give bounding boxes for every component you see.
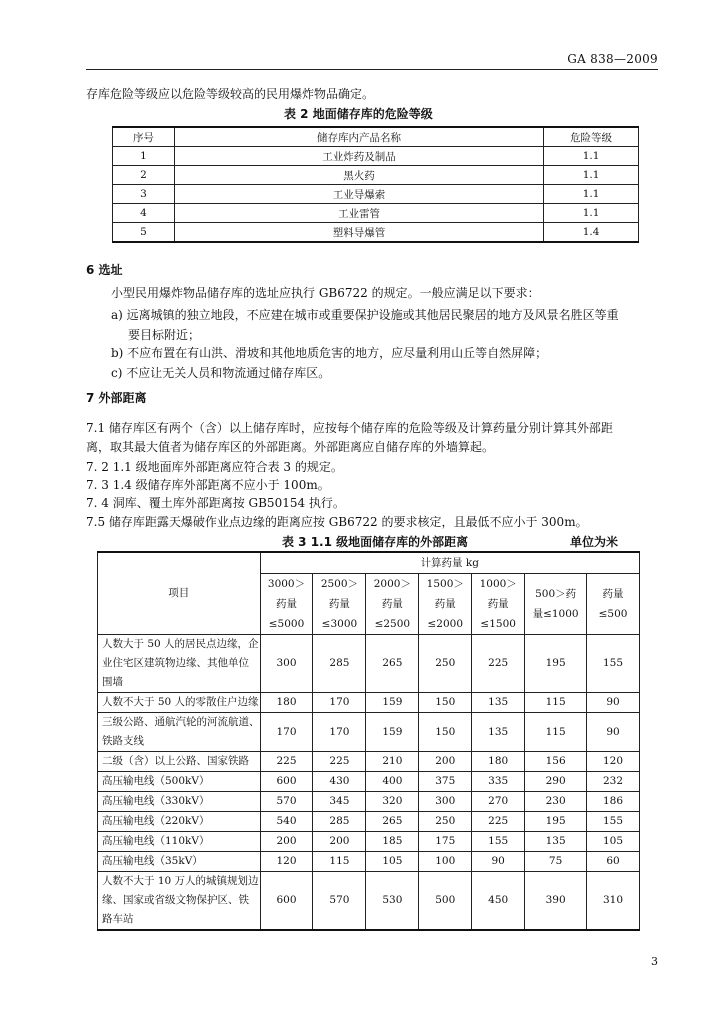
table3-value-cell: 265 (366, 635, 419, 693)
table3-value-cell: 120 (587, 752, 640, 772)
table3-value-cell: 159 (366, 693, 419, 713)
section7-line: 离，取其最大值者为储存库区的外部距离。外部距离应自储存库的外墙算起。 (86, 440, 495, 454)
table2-caption: 表 2 地面储存库的危险等级 (284, 107, 433, 121)
table3-item-cell: 人数大于 50 人的居民点边缘，企 业住宅区建筑物边缘、其他单位 围墙 (98, 635, 261, 693)
table3-value-cell: 90 (587, 713, 640, 752)
table3-value-cell: 135 (472, 693, 525, 713)
table3-item-cell: 二级（含）以上公路、国家铁路 (98, 752, 261, 772)
table2-cell: 工业炸药及制品 (174, 147, 543, 166)
table3-value-cell: 310 (587, 872, 640, 931)
table3-value-cell: 450 (472, 872, 525, 931)
table3-unit: 单位为米 (570, 535, 619, 549)
table3-value-cell: 150 (419, 693, 472, 713)
table3-item-header: 项目 (98, 552, 261, 635)
table3-value-cell: 225 (472, 812, 525, 832)
table3-item-cell: 高压输电线（110kV） (98, 832, 261, 852)
table3-value-cell: 159 (366, 713, 419, 752)
table2-cell: 1.1 (544, 185, 639, 204)
table3-value-cell: 105 (366, 852, 419, 872)
table2-cell: 1.1 (544, 204, 639, 223)
table3-row (98, 635, 640, 693)
section6-line: 要目标附近； (128, 328, 201, 342)
table3-subheader-cell: 2000＞ 药量 ≤2500 (366, 574, 419, 635)
table3-value-cell: 170 (313, 713, 366, 752)
table3-value-cell: 90 (587, 693, 640, 713)
table2-cell: 工业雷管 (174, 204, 543, 223)
table3-value-cell: 285 (313, 812, 366, 832)
table3-value-cell: 265 (366, 812, 419, 832)
table2-cell: 4 (113, 204, 175, 223)
table3-value-cell: 500 (419, 872, 472, 931)
table3-subheader-cell: 药量 ≤500 (587, 574, 640, 635)
table3-value-cell: 300 (260, 635, 313, 693)
section7-line: 7.5 储存库距露天爆破作业点边缘的距离应按 GB6722 的要求核定，且最低不应小于 300m。 (86, 515, 588, 529)
table3-value-cell: 335 (472, 772, 525, 792)
table3-value-cell: 135 (525, 832, 587, 852)
table3-value-cell: 232 (587, 772, 640, 792)
table3-subheader-cell: 1500＞ 药量 ≤2000 (419, 574, 472, 635)
section6-line: a) 远离城镇的独立地段，不应建在城市或重要保护设施或其他居民聚居的地方及风景名胜区等重 (111, 308, 619, 322)
table3-value-cell: 200 (313, 832, 366, 852)
table3-value-cell: 185 (366, 832, 419, 852)
table2-cell: 2 (113, 166, 175, 185)
table2-cell: 1.4 (544, 223, 639, 243)
table3-value-cell: 156 (525, 752, 587, 772)
table3-caption: 表 3 1.1 级地面储存库的外部距离 (282, 535, 469, 549)
table3-value-cell: 225 (260, 752, 313, 772)
table3-value-cell: 400 (366, 772, 419, 792)
table3-value-cell: 200 (260, 832, 313, 852)
section6-heading: 6 选址 (86, 263, 123, 277)
table3-item-cell: 高压输电线（500kV） (98, 772, 261, 792)
table2-cell: 黑火药 (174, 166, 543, 185)
section7-line: 7.1 储存库区有两个（含）以上储存库时，应按每个储存库的危险等级及计算药量分别计算其外部距 (86, 421, 613, 435)
table3-value-cell: 270 (472, 792, 525, 812)
table3-value-cell: 540 (260, 812, 313, 832)
table2-header-cell: 序号 (113, 127, 175, 147)
table3-row (98, 852, 640, 872)
table2-cell: 1.1 (544, 147, 639, 166)
table3-row (98, 792, 640, 812)
section6-line: c) 不应让无关人员和物流通过储存库区。 (111, 366, 331, 380)
table3-value-cell: 290 (525, 772, 587, 792)
table3-value-cell: 175 (419, 832, 472, 852)
table2-header-cell: 危险等级 (544, 127, 639, 147)
table3-value-cell: 115 (313, 852, 366, 872)
table3-value-cell: 345 (313, 792, 366, 812)
table3-group-header: 计算药量 kg (260, 552, 639, 574)
section7-line: 7. 4 洞库、覆土库外部距离按 GB50154 执行。 (86, 496, 345, 510)
table3-value-cell: 100 (419, 852, 472, 872)
table3-row (98, 713, 640, 752)
table3-subheader-cell: 500＞药 量≤1000 (525, 574, 587, 635)
table3-value-cell: 210 (366, 752, 419, 772)
table3-item-cell: 人数不大于 50 人的零散住户边缘 (98, 693, 261, 713)
table3-value-cell: 570 (313, 872, 366, 931)
table3-value-cell: 600 (260, 772, 313, 792)
standard-code: GA 838—2009 (567, 52, 658, 66)
table2-row (113, 204, 639, 223)
table2-header-row (113, 127, 639, 147)
table3-value-cell: 195 (525, 635, 587, 693)
table3-row (98, 772, 640, 792)
table3-value-cell: 180 (472, 752, 525, 772)
table2-cell: 1 (113, 147, 175, 166)
table3-value-cell: 155 (587, 812, 640, 832)
table3-value-cell: 120 (260, 852, 313, 872)
table3-item-cell: 三级公路、通航汽轮的河流航道、 铁路支线 (98, 713, 261, 752)
table3-item-cell: 高压输电线（330kV） (98, 792, 261, 812)
table2-row (113, 147, 639, 166)
table3-value-cell: 320 (366, 792, 419, 812)
header-rule (86, 69, 658, 70)
table3-row (98, 832, 640, 852)
table3-value-cell: 150 (419, 713, 472, 752)
table3-value-cell: 225 (313, 752, 366, 772)
table2-row (113, 166, 639, 185)
table3-value-cell: 90 (472, 852, 525, 872)
table2-cell: 5 (113, 223, 175, 243)
table3-value-cell: 135 (472, 713, 525, 752)
table2-cell: 工业导爆索 (174, 185, 543, 204)
table3-value-cell: 200 (419, 752, 472, 772)
intro-line: 存库危险等级应以危险等级较高的民用爆炸物品确定。 (86, 87, 375, 101)
table3-value-cell: 390 (525, 872, 587, 931)
table3 (97, 551, 640, 931)
table3-value-cell: 115 (525, 693, 587, 713)
table2 (112, 126, 639, 243)
table3-value-cell: 105 (587, 832, 640, 852)
table3-value-cell: 300 (419, 792, 472, 812)
table3-row (98, 872, 640, 931)
table3-value-cell: 375 (419, 772, 472, 792)
table2-header-cell: 储存库内产品名称 (174, 127, 543, 147)
table3-subheader-cell: 3000＞ 药量 ≤5000 (260, 574, 313, 635)
table2-row (113, 185, 639, 204)
table3-item-cell: 高压输电线（220kV） (98, 812, 261, 832)
table2-cell: 3 (113, 185, 175, 204)
section7-heading: 7 外部距离 (86, 391, 147, 405)
table2-cell: 1.1 (544, 166, 639, 185)
table3-value-cell: 170 (260, 713, 313, 752)
table2-cell: 塑料导爆管 (174, 223, 543, 243)
table3-value-cell: 230 (525, 792, 587, 812)
table3-value-cell: 530 (366, 872, 419, 931)
table3-item-cell: 高压输电线（35kV） (98, 852, 261, 872)
table3-value-cell: 186 (587, 792, 640, 812)
section6-line: 小型民用爆炸物品储存库的选址应执行 GB6722 的规定。一般应满足以下要求： (111, 286, 540, 300)
section7-line: 7. 2 1.1 级地面库外部距离应符合表 3 的规定。 (86, 460, 343, 474)
table3-value-cell: 195 (525, 812, 587, 832)
table3-subheader-cell: 2500＞ 药量 ≤3000 (313, 574, 366, 635)
table3-row (98, 812, 640, 832)
section7-line: 7. 3 1.4 级储存库外部距离不应小于 100m。 (86, 478, 330, 492)
table3-value-cell: 285 (313, 635, 366, 693)
table3-value-cell: 155 (587, 635, 640, 693)
table3-value-cell: 250 (419, 635, 472, 693)
table3-value-cell: 155 (472, 832, 525, 852)
page-number: 3 (651, 955, 658, 968)
table3-row (98, 693, 640, 713)
table3-value-cell: 75 (525, 852, 587, 872)
table3-value-cell: 180 (260, 693, 313, 713)
table3-value-cell: 60 (587, 852, 640, 872)
table2-row (113, 223, 639, 243)
section6-line: b) 不应布置在有山洪、滑坡和其他地质危害的地方，应尽量利用山丘等自然屏障； (111, 346, 548, 360)
table3-value-cell: 170 (313, 693, 366, 713)
table3-value-cell: 250 (419, 812, 472, 832)
table3-value-cell: 225 (472, 635, 525, 693)
table3-value-cell: 115 (525, 713, 587, 752)
table3-item-cell: 人数不大于 10 万人的城镇规划边 缘、国家或省级文物保护区、铁 路车站 (98, 872, 261, 931)
table3-subheader-cell: 1000＞ 药量 ≤1500 (472, 574, 525, 635)
table3-value-cell: 570 (260, 792, 313, 812)
table3-value-cell: 430 (313, 772, 366, 792)
table3-value-cell: 600 (260, 872, 313, 931)
table3-row (98, 752, 640, 772)
